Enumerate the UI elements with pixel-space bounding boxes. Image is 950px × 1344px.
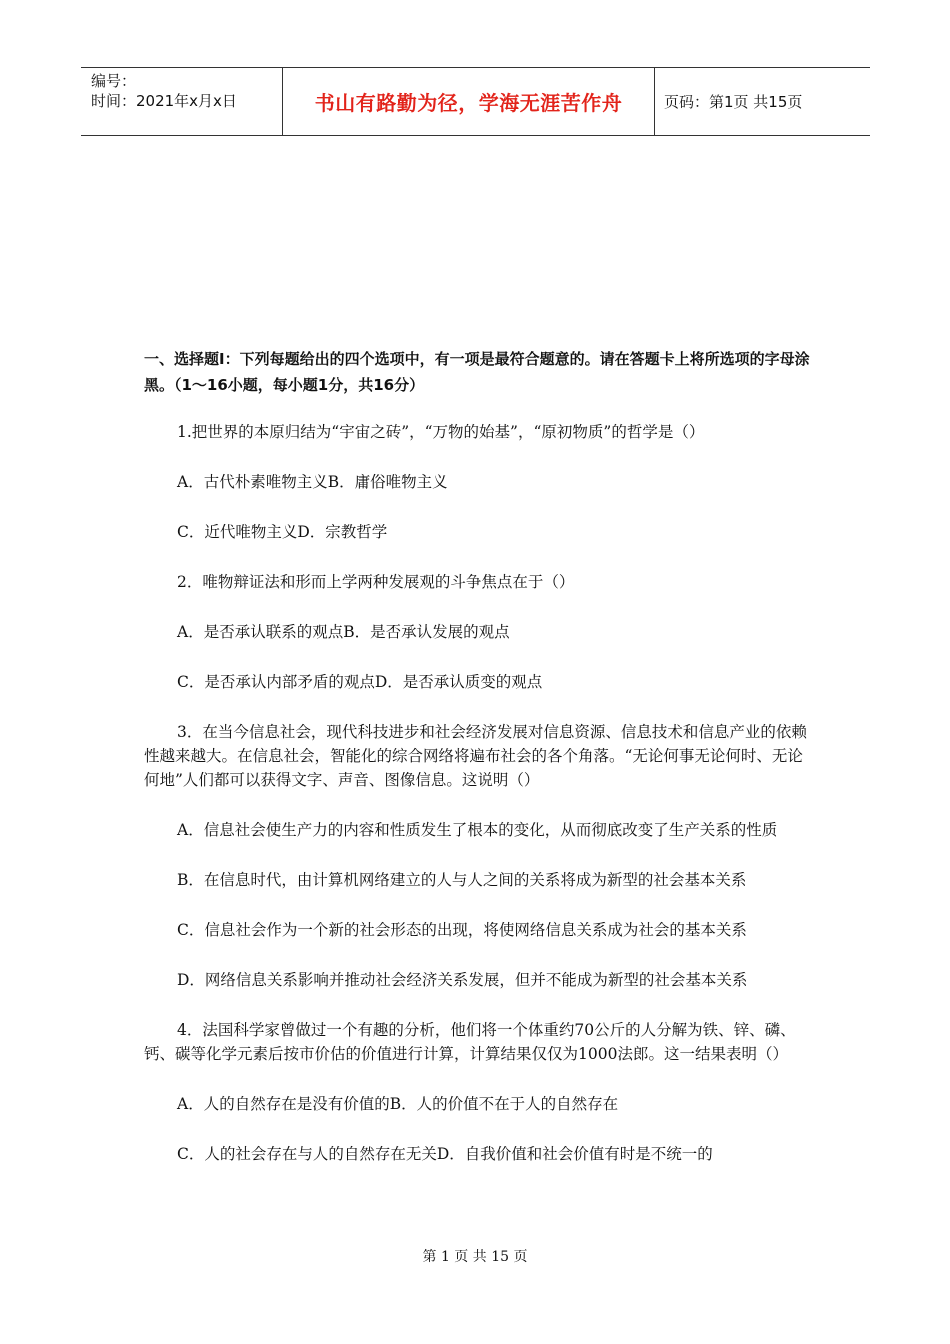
question-1: 1.把世界的本原归结为“宇宙之砖”，“万物的始基”，“原初物质”的哲学是（） [177, 423, 705, 441]
page-header [81, 67, 870, 136]
question-2-options-ab: A．是否承认联系的观点B．是否承认发展的观点 [177, 623, 510, 641]
page-footer: 第 1 页 共 15 页 [422, 1249, 528, 1265]
question-4-options-cd: C．人的社会存在与人的自然存在无关D．自我价值和社会价值有时是不统一的 [177, 1145, 713, 1163]
document-number-label: 编号： [91, 72, 137, 90]
question-1-options-ab: A．古代朴素唯物主义B．庸俗唯物主义 [177, 473, 448, 491]
question-2: 2．唯物辩证法和形而上学两种发展观的斗争焦点在于（） [177, 573, 575, 591]
document-time-label: 时间：2021年x月x日 [91, 92, 237, 110]
section-title: 一、选择题Ⅰ：下列每题给出的四个选项中，有一项是最符合题意的。请在答题卡上将所选项的字母涂黑。（1～16小题，每小题1分，共16分） [144, 350, 810, 394]
document-body [144, 346, 816, 1166]
question-3-option-d: D．网络信息关系影响并推动社会经济关系发展，但并不能成为新型的社会基本关系 [177, 971, 748, 989]
question-4: 4．法国科学家曾做过一个有趣的分析，他们将一个体重约70公斤的人分解为铁、锌、磷、钙、碳等化学元素后按市价估的价值进行计算，计算结果仅仅为1000法郎。这一结果表明（） [144, 1021, 796, 1063]
question-1-options-cd: C．近代唯物主义D．宗教哲学 [177, 523, 388, 541]
question-3-option-a: A．信息社会使生产力的内容和性质发生了根本的变化，从而彻底改变了生产关系的性质 [177, 821, 778, 839]
question-3: 3．在当今信息社会，现代科技进步和社会经济发展对信息资源、信息技术和信息产业的依赖性越来越大。在信息社会，智能化的综合网络将遍布社会的各个角落。“无论何事无论何时、无论何地”人们都可以获得文字、声音、图像信息。这说明（） [144, 723, 807, 789]
question-3-option-b: B．在信息时代，由计算机网络建立的人与人之间的关系将成为新型的社会基本关系 [177, 871, 747, 889]
question-4-options-ab: A．人的自然存在是没有价值的B．人的价值不在于人的自然存在 [177, 1095, 619, 1113]
question-3-option-c: C．信息社会作为一个新的社会形态的出现，将使网络信息关系成为社会的基本关系 [177, 921, 747, 939]
question-2-options-cd: C．是否承认内部矛盾的观点D．是否承认质变的观点 [177, 673, 543, 691]
header-meta [81, 68, 283, 135]
header-motto: 书山有路勤为径，学海无涯苦作舟 [283, 68, 655, 135]
header-page-label: 页码：第1页 共15页 [664, 93, 803, 111]
